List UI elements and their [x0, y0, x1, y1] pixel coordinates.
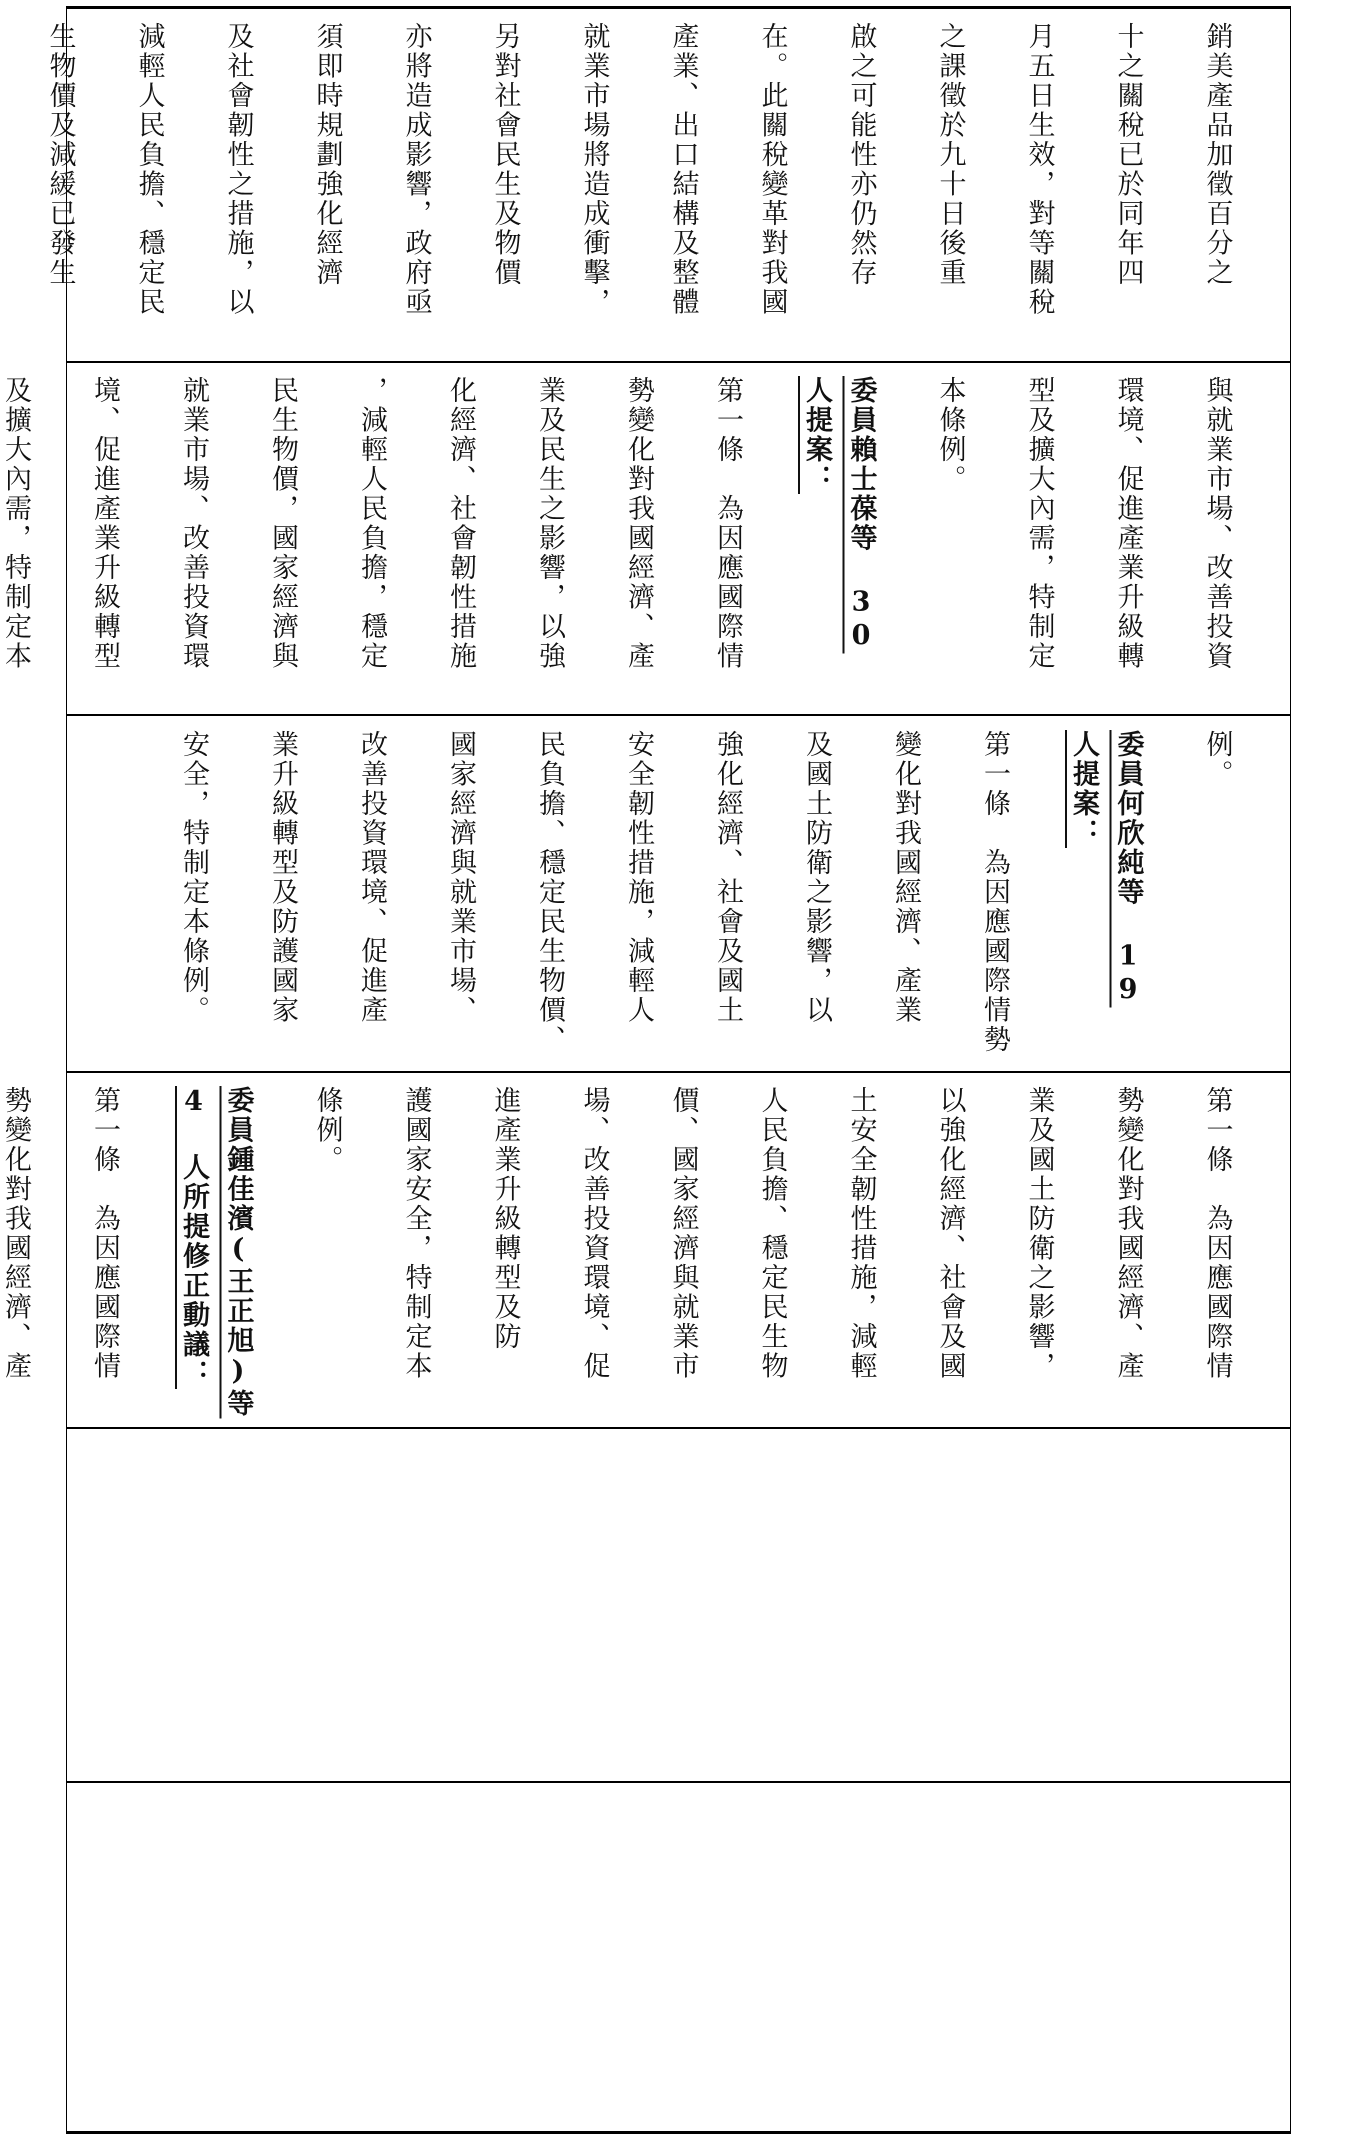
text-line: 月五日生效，對等關稅 [1023, 22, 1055, 317]
text-line: 就業市場將造成衝擊， [578, 22, 610, 317]
text-line: 業升級轉型及防護國家 [267, 730, 298, 1025]
text-line: 型及擴大內需，特制定 [1023, 376, 1055, 671]
text-line: 民負擔、穩定民生物價、 [534, 730, 565, 1055]
text-line: 勢變化對我國經濟、產 [623, 376, 654, 671]
text-line: 勢變化對我國經濟、產 [1112, 1086, 1144, 1381]
text-line: 十之關稅已於同年四 [1112, 22, 1144, 288]
text-line: 及社會韌性之措施，以 [222, 22, 254, 317]
text-line: 護國家安全，特制定本 [400, 1086, 432, 1381]
table-right-edge [1290, 6, 1291, 2134]
text-line: 條例。 [311, 1086, 343, 1175]
text-line: 安全，特制定本條例。 [178, 730, 209, 1025]
row-rule-1 [66, 361, 1291, 363]
text-line: 及擴大內需，特制定本 [0, 376, 31, 671]
text-line: 例。 [1201, 730, 1233, 789]
text-line: 本條例。 [934, 376, 966, 494]
row-rule-4 [66, 1427, 1291, 1429]
text-line: 之課徵於九十日後重 [934, 22, 966, 288]
table-bottom-rule [66, 2131, 1291, 2134]
text-line: 化經濟、社會韌性措施 [445, 376, 476, 671]
text-line: 另對社會民生及物價 [489, 22, 521, 288]
cell-explanation [0, 22, 1283, 357]
text-line: 在。此關稅變革對我國 [756, 22, 788, 317]
text-line: 業及民生之影響，以強 [534, 376, 565, 671]
cell-motion-chung [0, 1086, 1283, 1421]
text-line: 以強化經濟、社會及國 [934, 1086, 966, 1381]
text-line: ，減輕人民負擔，穩定 [356, 376, 387, 671]
text-line: 價、國家經濟與就業市 [667, 1086, 699, 1381]
text-line: 安全韌性措施，減輕人 [623, 730, 654, 1025]
text-line: 第一條 為因應國際情 [1201, 1086, 1233, 1381]
text-line: 須即時規劃強化經濟 [311, 22, 343, 288]
text-line: 民生物價，國家經濟與 [267, 376, 298, 671]
table-top-rule [66, 6, 1291, 9]
text-line: 勢變化對我國經濟、產 [0, 1086, 31, 1381]
row-rule-3 [66, 1071, 1291, 1073]
text-line: 第一條 為因應國際情 [712, 376, 743, 671]
cell-proposal-lai [0, 376, 1283, 711]
text-line: 改善投資環境、促進產 [356, 730, 387, 1025]
cell-proposal-ho [171, 730, 1284, 1065]
motion-header: 委員鍾佳濱(王正旭)等 4 人所提修正動議： [178, 1086, 254, 1419]
text-line: 銷美產品加徵百分之 [1201, 22, 1233, 288]
text-line: 生物價及減緩已發生 [44, 22, 76, 288]
text-line: 境、促進產業升級轉型 [89, 376, 120, 671]
text-line: 土安全韌性措施，減輕 [845, 1086, 877, 1381]
row-rule-5 [66, 1781, 1291, 1783]
text-line: 變化對我國經濟、產業 [890, 730, 921, 1025]
text-line: 及國土防衛之影響，以 [801, 730, 832, 1025]
text-line: 場、改善投資環境、促 [578, 1086, 610, 1381]
text-line: 與就業市場、改善投資 [1201, 376, 1233, 671]
text-line: 環境、促進產業升級轉 [1112, 376, 1144, 671]
text-line: 第一條 為因應國際情勢 [979, 730, 1010, 1055]
text-line: 強化經濟、社會及國土 [712, 730, 743, 1025]
proposal-header: 委員何欣純等 19 人提案： [1068, 730, 1144, 1008]
text-line: 進產業升級轉型及防 [489, 1086, 521, 1352]
text-line: 第一條 為因應國際情 [89, 1086, 120, 1381]
text-line: 亦將造成影響，政府亟 [400, 22, 432, 317]
proposal-header: 委員賴士葆等 30 人提案： [801, 376, 877, 654]
text-line: 業及國土防衛之影響， [1023, 1086, 1055, 1381]
text-line: 減輕人民負擔、穩定民 [133, 22, 165, 317]
text-line: 啟之可能性亦仍然存 [845, 22, 877, 288]
text-line: 國家經濟與就業市場、 [445, 730, 476, 1025]
text-line: 就業市場、改善投資環 [178, 376, 209, 671]
text-line: 產業、出口結構及整體 [667, 22, 699, 317]
text-line: 人民負擔、穩定民生物 [756, 1086, 788, 1381]
row-rule-2 [66, 714, 1291, 716]
